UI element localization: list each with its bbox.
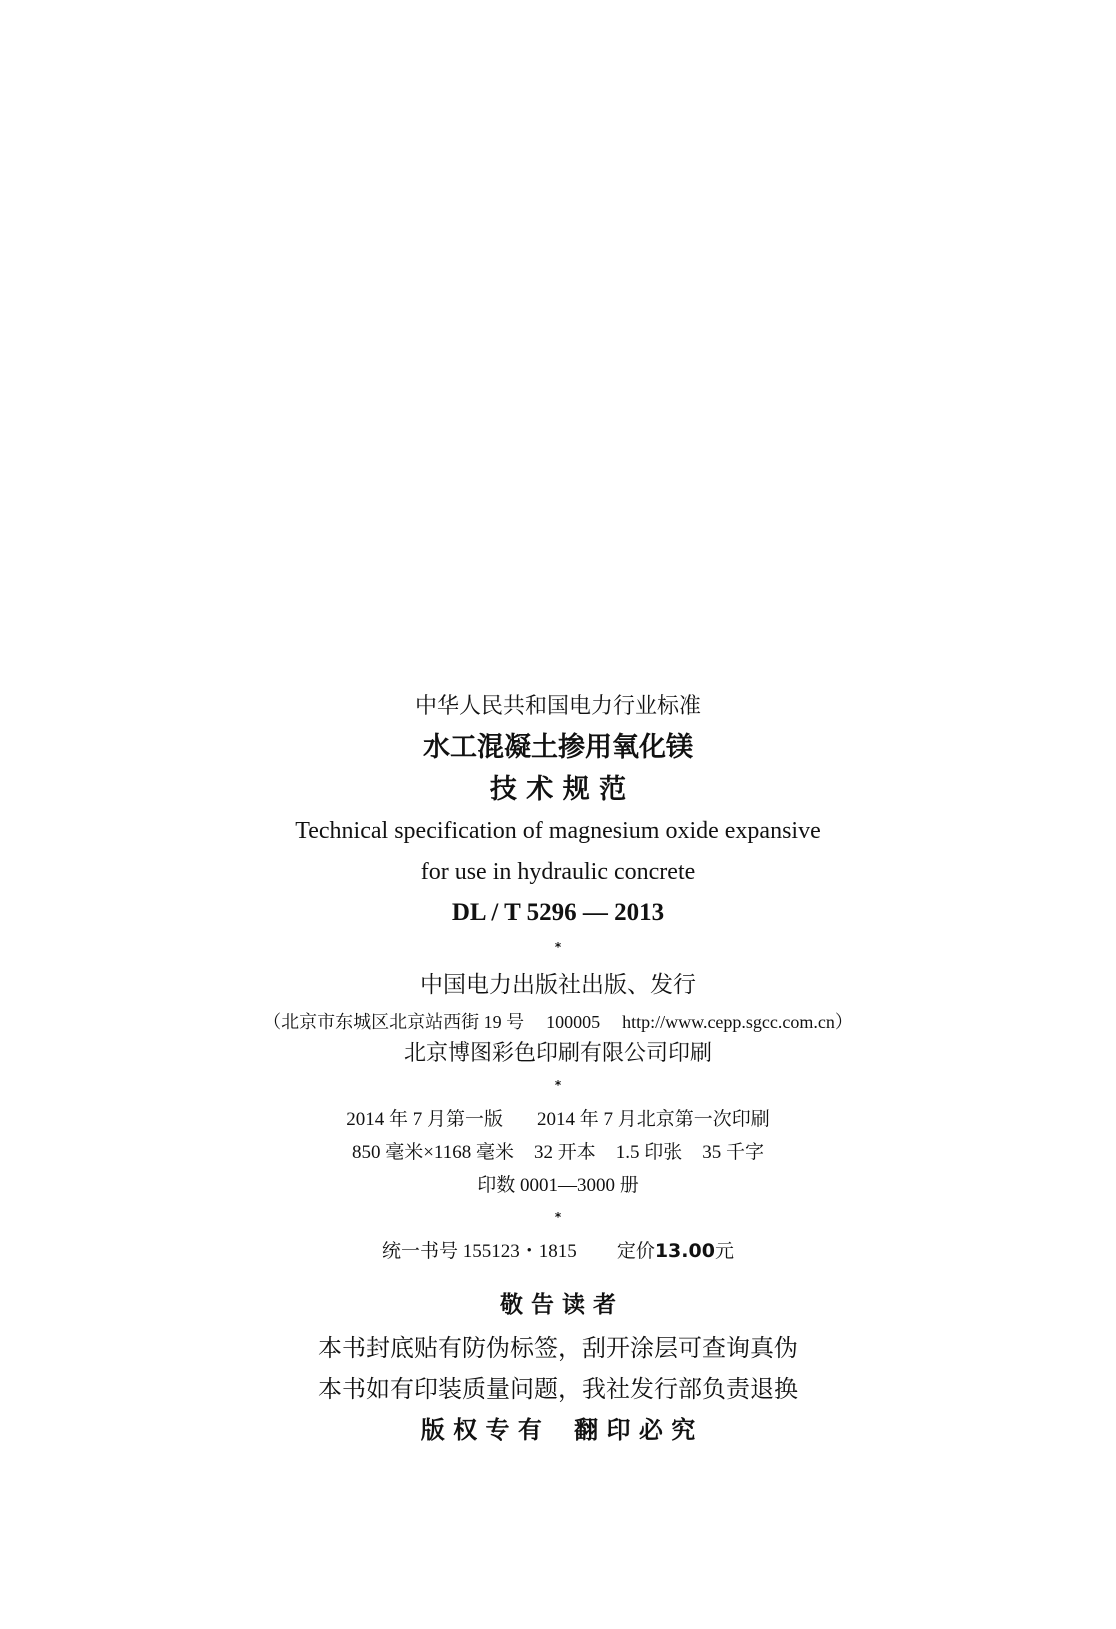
notice-line2: 本书如有印装质量问题，我社发行部负责退换 [318, 1375, 798, 1403]
format-line [0, 1143, 1116, 1162]
print-date: 2014 年 7 月北京第一次印刷 [537, 1109, 770, 1130]
publisher-line: 中国电力出版社出版、发行 [420, 972, 696, 998]
title-cn-line2: 技 术 规 范 [489, 774, 627, 805]
book-number-line [0, 1242, 1116, 1261]
publisher-address: （北京市东城区北京站西街 19 号 [263, 1012, 525, 1032]
edition-line [0, 1110, 1116, 1129]
standard-code: DL / T 5296 — 2013 [451, 899, 665, 926]
publisher-website: http://www.cepp.sgcc.com.cn） [622, 1012, 853, 1032]
separator-3: * [554, 1210, 562, 1224]
paper-format: 850 毫米×1168 毫米 [351, 1142, 514, 1163]
notice-line1: 本书封底贴有防伪标签，刮开涂层可查询真伪 [318, 1334, 798, 1362]
title-en-line2: for use in hydraulic concrete [420, 859, 696, 885]
publisher-postcode: 100005 [546, 1012, 601, 1032]
print-sheets: 1.5 印张 [615, 1142, 683, 1163]
edition-date: 2014 年 7 月第一版 [346, 1109, 503, 1130]
printer-line: 北京博图彩色印刷有限公司印刷 [403, 1041, 712, 1066]
word-count: 35 千字 [702, 1142, 765, 1163]
notice-heading: 敬 告 读 者 [499, 1292, 617, 1318]
separator-1: * [554, 940, 562, 954]
kai-size: 32 开本 [533, 1142, 596, 1163]
print-run: 印数 0001—3000 册 [477, 1175, 639, 1196]
title-en-line1: Technical specification of magnesium oxide expansive [295, 818, 821, 844]
price-unit: 元 [714, 1241, 734, 1262]
price-value: 13.00 [654, 1240, 715, 1262]
standard-category: 中华人民共和国电力行业标准 [414, 694, 701, 719]
book-number: 统一书号 155123・1815 [382, 1241, 577, 1262]
title-cn-line1: 水工混凝土掺用氧化镁 [423, 732, 693, 763]
price-label: 定价 [616, 1241, 655, 1262]
copyright-notice: 版 权 专 有 翻 印 必 究 [420, 1416, 696, 1444]
publisher-address-line [0, 1013, 1116, 1031]
separator-2: * [554, 1078, 562, 1092]
